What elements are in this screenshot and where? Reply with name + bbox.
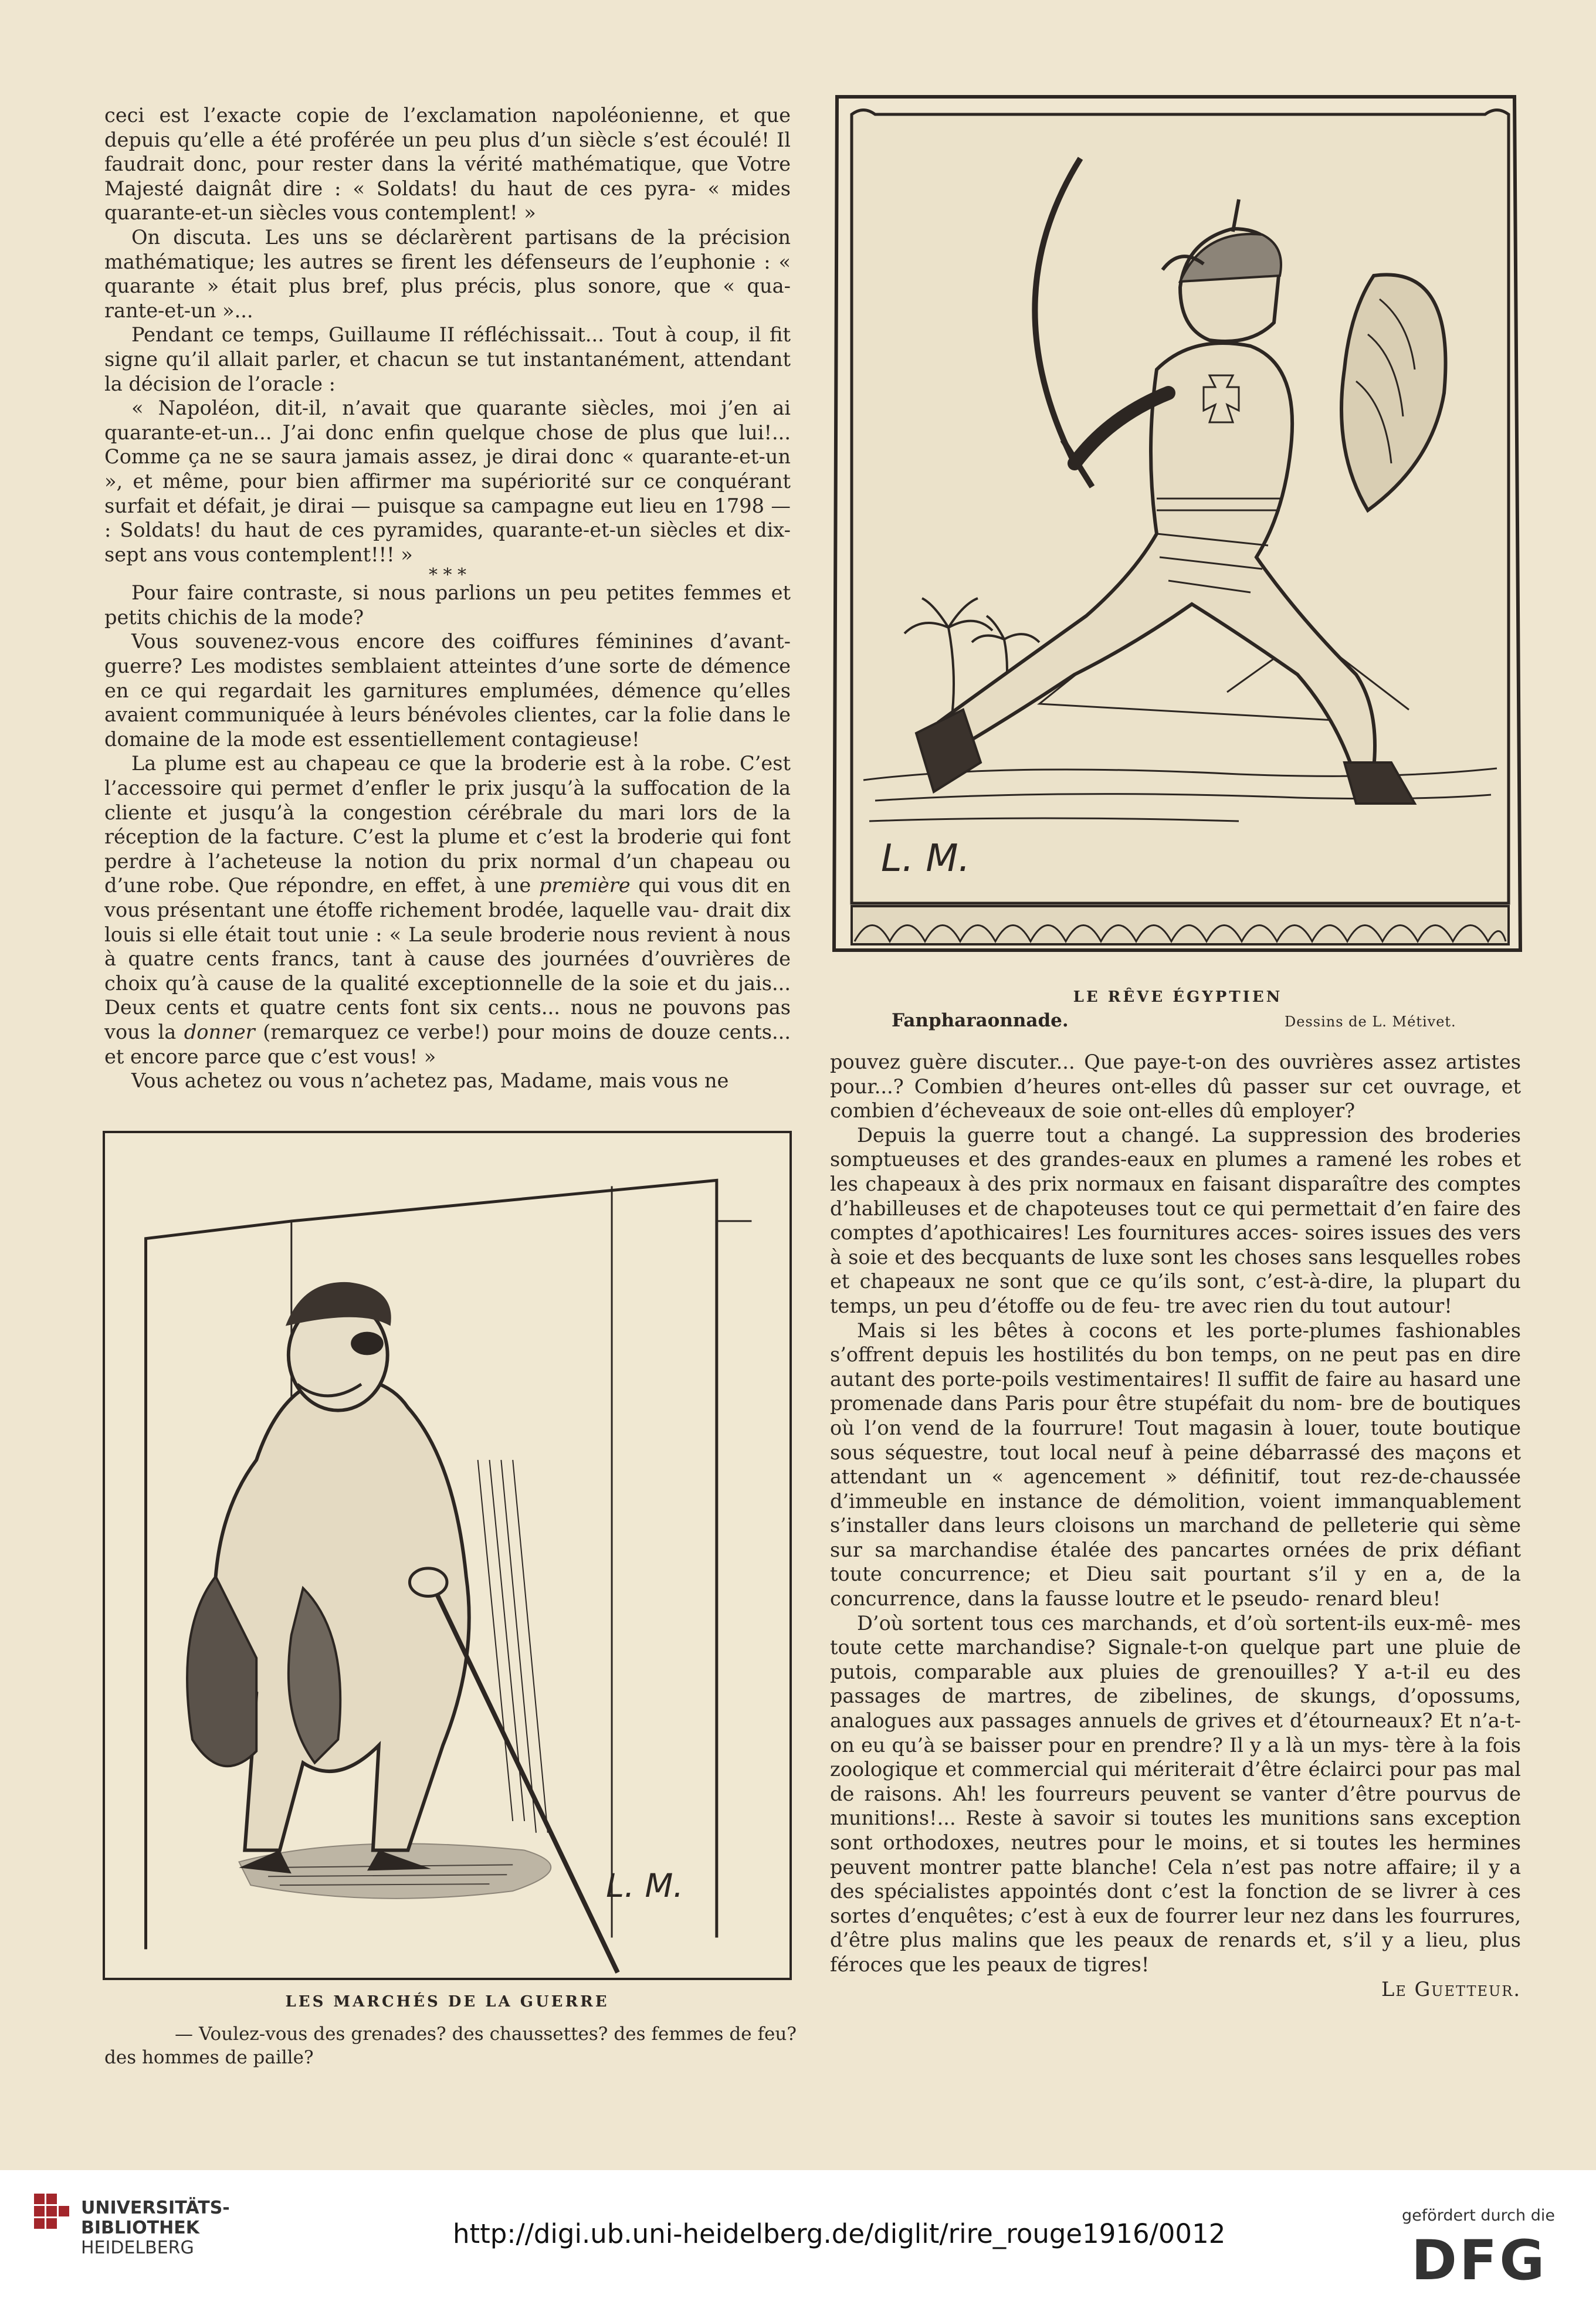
text-run: (remarquez ce verbe!) pour moins de douze cents... et encore parce que c’est vous! » [104, 1020, 791, 1068]
caption-title: LES MARCHÉS DE LA GUERRE [285, 1993, 609, 2011]
paragraph: ceci est l’exacte copie de l’exclamation napoléonienne, et que depuis qu’elle a été proférée un peu plus d’un siècle s’est écoulé! Il faudrait donc, pour rester dans la vérité mathématique, que Votre Majesté daignât dire : « Soldats! du haut de ces pyra- « mides quarante-et-un siècles vous contemplent! » [104, 104, 791, 225]
paragraph: Pendant ce temps, Guillaume II réfléchissait... Tout à coup, il fit signe qu’il allait parler, et chacun se tut instantanément, attendant la décision de l’oracle : [104, 323, 791, 395]
artist-signature: L. M. [881, 837, 970, 880]
permalink-url[interactable]: http://digi.ub.uni-heidelberg.de/diglit/rire_rouge1916/0012 [453, 2218, 1226, 2249]
library-name-line: HEIDELBERG [81, 2238, 194, 2258]
library-logo-icon [34, 2194, 69, 2232]
paragraph [104, 751, 791, 1069]
illustration-drawing [105, 1133, 789, 1978]
section-separator: * * * [428, 565, 467, 586]
paragraph: Vous souvenez-vous encore des coiffures féminines d’avant-guerre? Les modistes semblaient atteintes d’une sorte de démence en ce qui regardait les garnitures emplumées, démence qu’elles avaient communiquée à leurs bénévoles clientes, car la folie dans le domaine de la mode est essentiellement contagieuse! [104, 630, 791, 751]
illustration-egyptian-dream [828, 88, 1527, 968]
paragraph: Mais si les bêtes à cocons et les porte-plumes fashionables s’offrent depuis les hostilités du bon temps, on ne peut pas en dire autant des porte-poils vestimentaires! Il suffit de faire au hasard une promenade dans Paris pour être stupéfait du nom- bre de boutiques où l’on vend de la fourrure! Tout magasin à louer, toute boutique sous séquestre, tout local neuf à peine débarrassé des maçons et attendant un « agencement » définitif, tout rez-de-chaussée d’immeuble en instance de démolition, voient immanquablement s’installer dans leurs cloisons un marchand de pelleterie qui sème sur sa marchandise étalée des pancartes ornées de prix défiant toute concurrence; et Dieu sait pourtant s’il y en a, de la concurrence, dans la fausse loutre et le pseudo- renard bleu! [830, 1319, 1521, 1611]
paragraph: D’où sortent tous ces marchands, et d’où sortent-ils eux-mê- mes toute cette marchandise? Signale-t-on quelque part une pluie de putois, comparable aux pluies de grenouilles? Y a-t-il eu des passages de martres, de zibelines, de skungs, d’opossums, analogues aux passages annuels de grives et d’étourneaux? Et n’a-t-on eu qu’à se baisser pour en prendre? Il y a là un mys- tère à la fois zoologique et commercial qui mériterait d’être éclairci pour pas mal de raisons. Ah! les fourreurs peuvent se vanter d’être pourvus de munitions!... Reste à savoir si toutes les munitions sans exception sont orthodoxes, neutres pour le moins, et si toutes les hermines peuvent montrer patte blanche! Cela n’est pas notre affaire; il y a des spécialistes appointés dont c’est la fonction de se livrer à ces sortes d’enquêtes; c’est à eux de fourrer leur nez dans les fourrures, d’être plus malins que les peaux de renards et, s’il y a lieu, plus féroces que les peaux de tigres! [830, 1611, 1521, 1976]
caption-text: Fanpharaonnade. [892, 1010, 1069, 1031]
funding-label: gefördert durch die [1402, 2207, 1555, 2225]
paragraph: pouvez guère discuter... Que paye-t-on des ouvrières assez artistes pour...? Combien d’heures ont-elles dû passer sur cet ouvrage, et combien d’écheveaux de soie ont-elles dû employer? [830, 1050, 1521, 1123]
library-name [81, 2198, 230, 2258]
library-name-line: UNIVERSITÄTS- [81, 2198, 230, 2218]
paragraph: On discuta. Les uns se déclarèrent partisans de la précision mathématique; les autres se firent les défenseurs de l’euphonie : « quarante » était plus bref, plus précis, plus sonore, que « qua- rante-et-un »... [104, 225, 791, 322]
paragraph: Pour faire contraste, si nous parlions un peu petites femmes et petits chichis de la mode? [104, 581, 791, 629]
illustration-credit: Dessins de L. Métivet. [1285, 1014, 1456, 1030]
dfg-logo: DFG [1411, 2229, 1547, 2293]
library-name-line: BIBLIOTHEK [81, 2218, 199, 2238]
article-left-column [104, 103, 791, 1093]
illustration-war-markets [103, 1131, 792, 1980]
caption-title: LE RÊVE ÉGYPTIEN [1073, 988, 1283, 1006]
paragraph: « Napoléon, dit-il, n’avait que quarante siècles, moi j’en ai quarante-et-un... J’ai donc enfin quelque chose de plus que lui!... Comme ça ne se saura jamais assez, je dirai donc « quarante-et-un », et même, pour bien affirmer ma supériorité sur ce conquérant surfait et défait, je dirai — puisque sa campagne eut lieu en 1798 — : Soldats! du haut de ces pyramides, quarante-et-un siècles et dix-sept ans vous contemplent!!! » [104, 396, 791, 566]
article-right-column [830, 1050, 1521, 2001]
artist-signature: L. M. [606, 1867, 684, 1906]
paragraph: Vous achetez ou vous n’achetez pas, Madame, mais vous ne [131, 1069, 729, 1093]
text-run: La plume est au chapeau ce que la broderie est à la robe. C’est l’accessoire qui permet d’enfler le prix jusqu’à la suffocation de la cliente et jusqu’à la congestion cérébrale du mari lors de la réception de la facture. C’est la plume et c’est la broderie qui font perdre à l’acheteuse la notion du prix normal d’un chapeau ou d’une robe. Que répondre, en effet, à une [104, 752, 791, 897]
paragraph: Depuis la guerre tout a changé. La suppression des broderies somptueuses et des grandes-eaux en plumes a ramené les robes et les chapeaux à des prix normaux en faisant disparaître des comptes d’habilleuses et de chapoteuses tout ce qui permettait d’en faire des comptes d’apothicaires! Les fournitures acces- soires issues des vers à soie et des becquants de luxe sont les choses sans lesquelles robes et chapeaux ne sont que ce qu’ils sont, c’est-à-dire, la plupart du temps, un peu d’étoffe ou de feu- tre avec rien du tout autour! [830, 1123, 1521, 1317]
emphasis: donner [184, 1020, 255, 1043]
caption-text: — Voulez-vous des grenades? des chaussettes? des femmes de feu? des hommes de paille? [104, 2024, 797, 2068]
digitization-footer [0, 2170, 1596, 2298]
emphasis: première [538, 874, 631, 897]
author-signature: Le Guetteur. [1381, 1977, 1521, 2001]
illustration-drawing [828, 88, 1527, 968]
text-run: qui vous dit en vous présentant une étoffe richement brodée, laquelle vau- drait dix louis si elle était tout unie : « La seule broderie nous revient à nous à quatre cents francs, tant à cause des journées d’ouvrières de choix qu’à cause de la qualité exceptionnelle de la soie et du jais... Deux cents et quatre cents font six cents... nous ne pouvons pas vous la [104, 874, 791, 1043]
